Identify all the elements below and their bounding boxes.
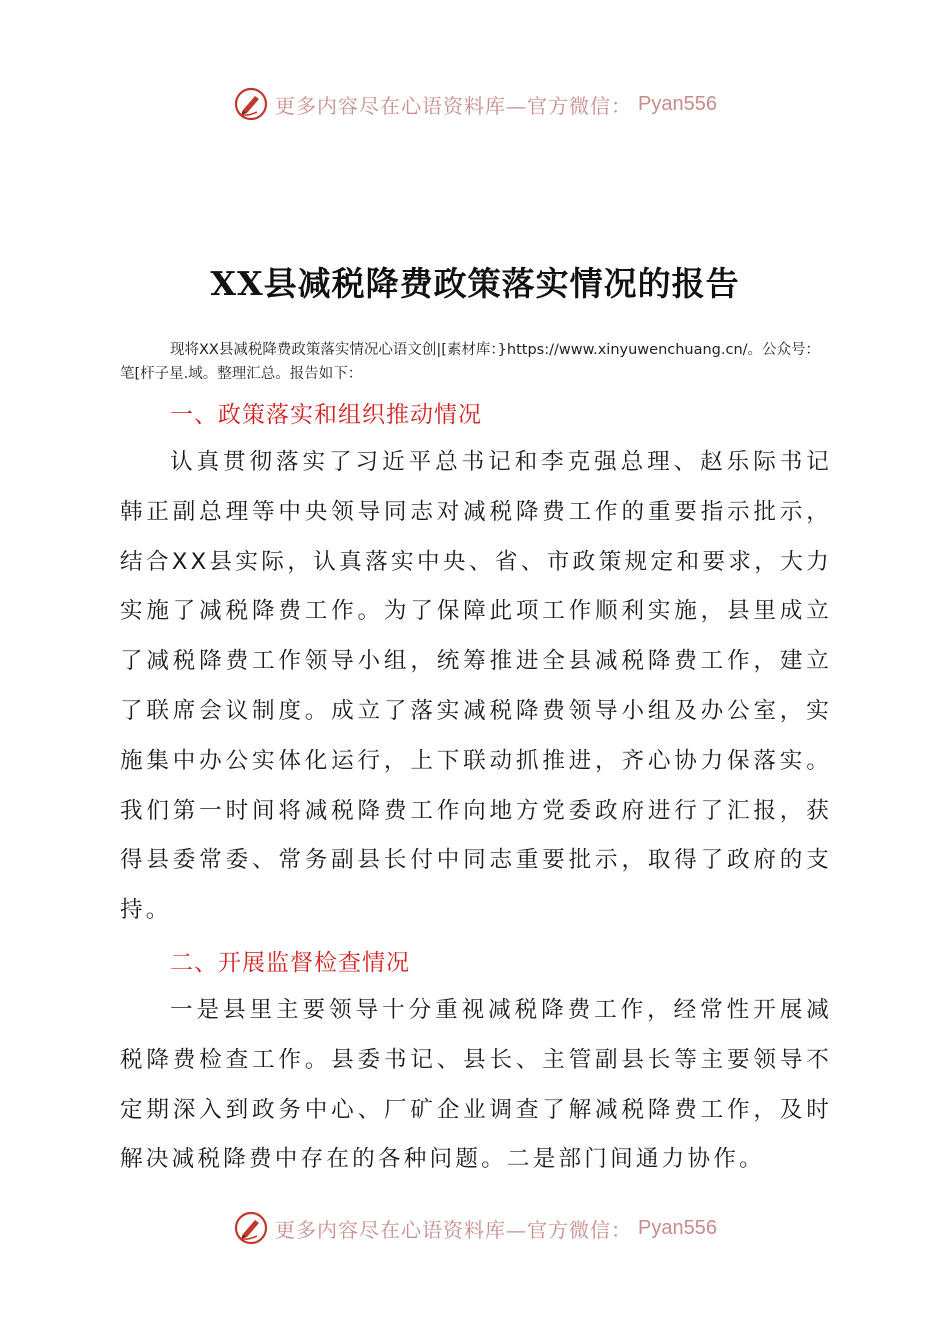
section-paragraph-1: 认真贯彻落实了习近平总书记和李克强总理、赵乐际书记韩正副总理等中央领导同志对减税降费工作的重要指示批示，结合XX县实际，认真落实中央、省、市政策规定和要求，大力实施了减税降费工作。为了保障此项工作顺利实施，县里成立了减税降费工作领导小组，统筹推进全县减税降费工作，建立了联席会议制度。成立了落实减税降费领导小组及办公室，实施集中办公实体化运行，上下联动抓推进，齐心协力保落实。我们第一时间将减税降费工作向地方党委政府进行了汇报，获得县委常委、常务副县长付中同志重要批示，取得了政府的支持。 bbox=[120, 449, 832, 924]
banner-wechat-id: Pyan556 bbox=[638, 1216, 717, 1239]
section-paragraph-2: 一是县里主要领导十分重视减税降费工作，经常性开展减税降费检查工作。县委书记、县长、主管副县长等主要领导不定期深入到政务中心、厂矿企业调查了解减税降费工作，及时解决减税降费中存在的各种问题。二是部门间通力协作。 bbox=[120, 997, 832, 1173]
footer-banner bbox=[0, 1206, 950, 1250]
header-banner bbox=[0, 82, 950, 126]
banner-wechat-id: Pyan556 bbox=[638, 92, 717, 115]
banner-text: 更多内容尽在心语资料库—官方微信： bbox=[275, 1217, 633, 1242]
pen-circle-logo-icon bbox=[233, 86, 269, 122]
section-heading-1: 一、政策落实和组织推动情况 bbox=[170, 402, 482, 428]
pen-circle-logo-icon bbox=[233, 1210, 269, 1246]
banner-text: 更多内容尽在心语资料库—官方微信： bbox=[275, 93, 633, 118]
intro-paragraph: 现将XX县减税降费政策落实情况心语文创|[素材库：}https://www.xinyuwenchuang.cn/。公众号：笔[杆子星.域。整理汇总。报告如下： bbox=[120, 342, 821, 382]
section-heading-2: 二、开展监督检查情况 bbox=[170, 950, 410, 976]
document-title: XX县减税降费政策落实情况的报告 bbox=[210, 264, 740, 303]
